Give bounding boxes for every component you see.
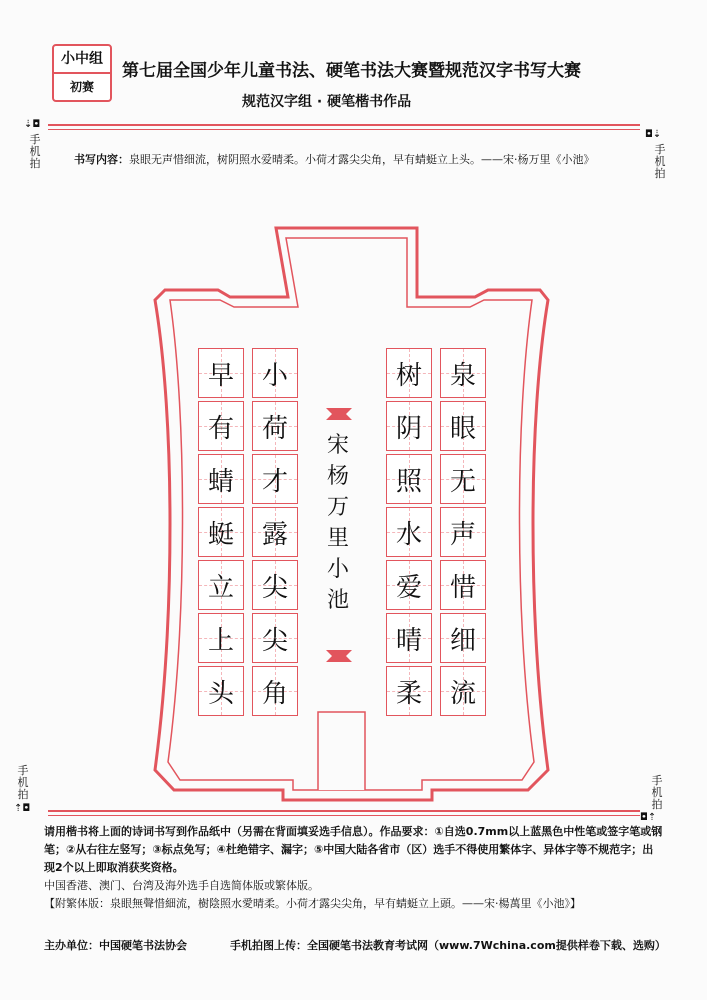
poem-column-4 <box>198 348 246 719</box>
requirements-hk: 中国香港、澳门、台湾及海外选手自选简体版或繁体版。 <box>44 879 319 892</box>
char-cell: 尖 <box>252 613 298 663</box>
poem-column-3 <box>252 348 300 719</box>
phone-shot-marker-tl: 手 机 拍 <box>29 133 41 170</box>
char-cell: 才 <box>252 454 298 504</box>
char-cell: 阴 <box>386 401 432 451</box>
phone-shot-marker-bl: 手 机 拍 <box>17 764 29 801</box>
requirements-traditional: 【附繁体版：泉眼無聲惜細流，樹陰照水愛晴柔。小荷才露尖尖角，早有蜻蜓立上頭。——宋·楊萬里《小池》】 <box>44 897 581 910</box>
writing-content-label: 书写内容： <box>74 153 129 166</box>
char-cell: 露 <box>252 507 298 557</box>
page-subtitle: 规范汉字组 · 硬笔楷书作品 <box>242 94 412 110</box>
char-cell: 头 <box>198 666 244 716</box>
char-cell: 蜻 <box>198 454 244 504</box>
char-cell: 声 <box>440 507 486 557</box>
char-cell: 树 <box>386 348 432 398</box>
char-cell: 流 <box>440 666 486 716</box>
char-cell: 晴 <box>386 613 432 663</box>
requirements <box>44 823 664 913</box>
organizer: 主办单位：中国硬笔书法协会 <box>44 939 187 952</box>
char-cell: 尖 <box>252 560 298 610</box>
upload-info: 手机拍图上传：全国硬笔书法教育考试网（www.7Wchina.com提供样卷下载、选购） <box>230 939 666 952</box>
char-cell: 角 <box>252 666 298 716</box>
poem-column-2 <box>386 348 434 719</box>
char-cell: 照 <box>386 454 432 504</box>
char-cell: 无 <box>440 454 486 504</box>
camera-arrow-icon: ◘⇣ <box>645 129 662 140</box>
char-cell: 立 <box>198 560 244 610</box>
stage-label: 初赛 <box>69 80 94 94</box>
page-title: 第七届全国少年儿童书法、硬笔书法大赛暨规范汉字书写大赛 <box>122 61 581 81</box>
poem-column-1 <box>440 348 488 719</box>
char-cell: 眼 <box>440 401 486 451</box>
char-cell: 水 <box>386 507 432 557</box>
char-cell: 细 <box>440 613 486 663</box>
char-cell: 上 <box>198 613 244 663</box>
arrow-camera-icon: ⇣◘ <box>24 119 41 130</box>
writing-content-text: 泉眼无声惜细流，树阴照水爱晴柔。小荷才露尖尖角，早有蜻蜓立上头。——宋·杨万里《小池》 <box>129 153 595 166</box>
char-cell: 惜 <box>440 560 486 610</box>
char-cell: 有 <box>198 401 244 451</box>
char-cell: 早 <box>198 348 244 398</box>
group-label: 小中组 <box>54 46 110 74</box>
char-cell: 小 <box>252 348 298 398</box>
banner-top-ornament <box>326 408 352 420</box>
author-title-column: 宋 杨 万 里 小 池 <box>326 433 349 613</box>
phone-shot-marker-tr: 手 机 拍 <box>654 143 666 180</box>
char-cell: 泉 <box>440 348 486 398</box>
char-cell: 蜓 <box>198 507 244 557</box>
camera-arrow-icon-bottom: ◘⇡ <box>640 812 657 823</box>
requirements-main: 请用楷书将上面的诗词书写到作品纸中（另需在背面填妥选手信息）。作品要求：①自选0.7mm以上蓝黑色中性笔或签字笔或钢笔；②从右往左竖写；③标点免写；④杜绝错字、漏字；⑤中国大陆各省市（区）选手不得使用繁体字、异体字等不规范字；出现2个以上即取消获奖资格。 <box>44 825 663 874</box>
phone-shot-marker-br: 手 机 拍 <box>651 774 663 811</box>
arrow-camera-icon-bottom: ⇡◘ <box>14 803 31 814</box>
char-cell: 爱 <box>386 560 432 610</box>
char-cell: 柔 <box>386 666 432 716</box>
char-cell: 荷 <box>252 401 298 451</box>
banner-bottom-ornament <box>326 650 352 662</box>
